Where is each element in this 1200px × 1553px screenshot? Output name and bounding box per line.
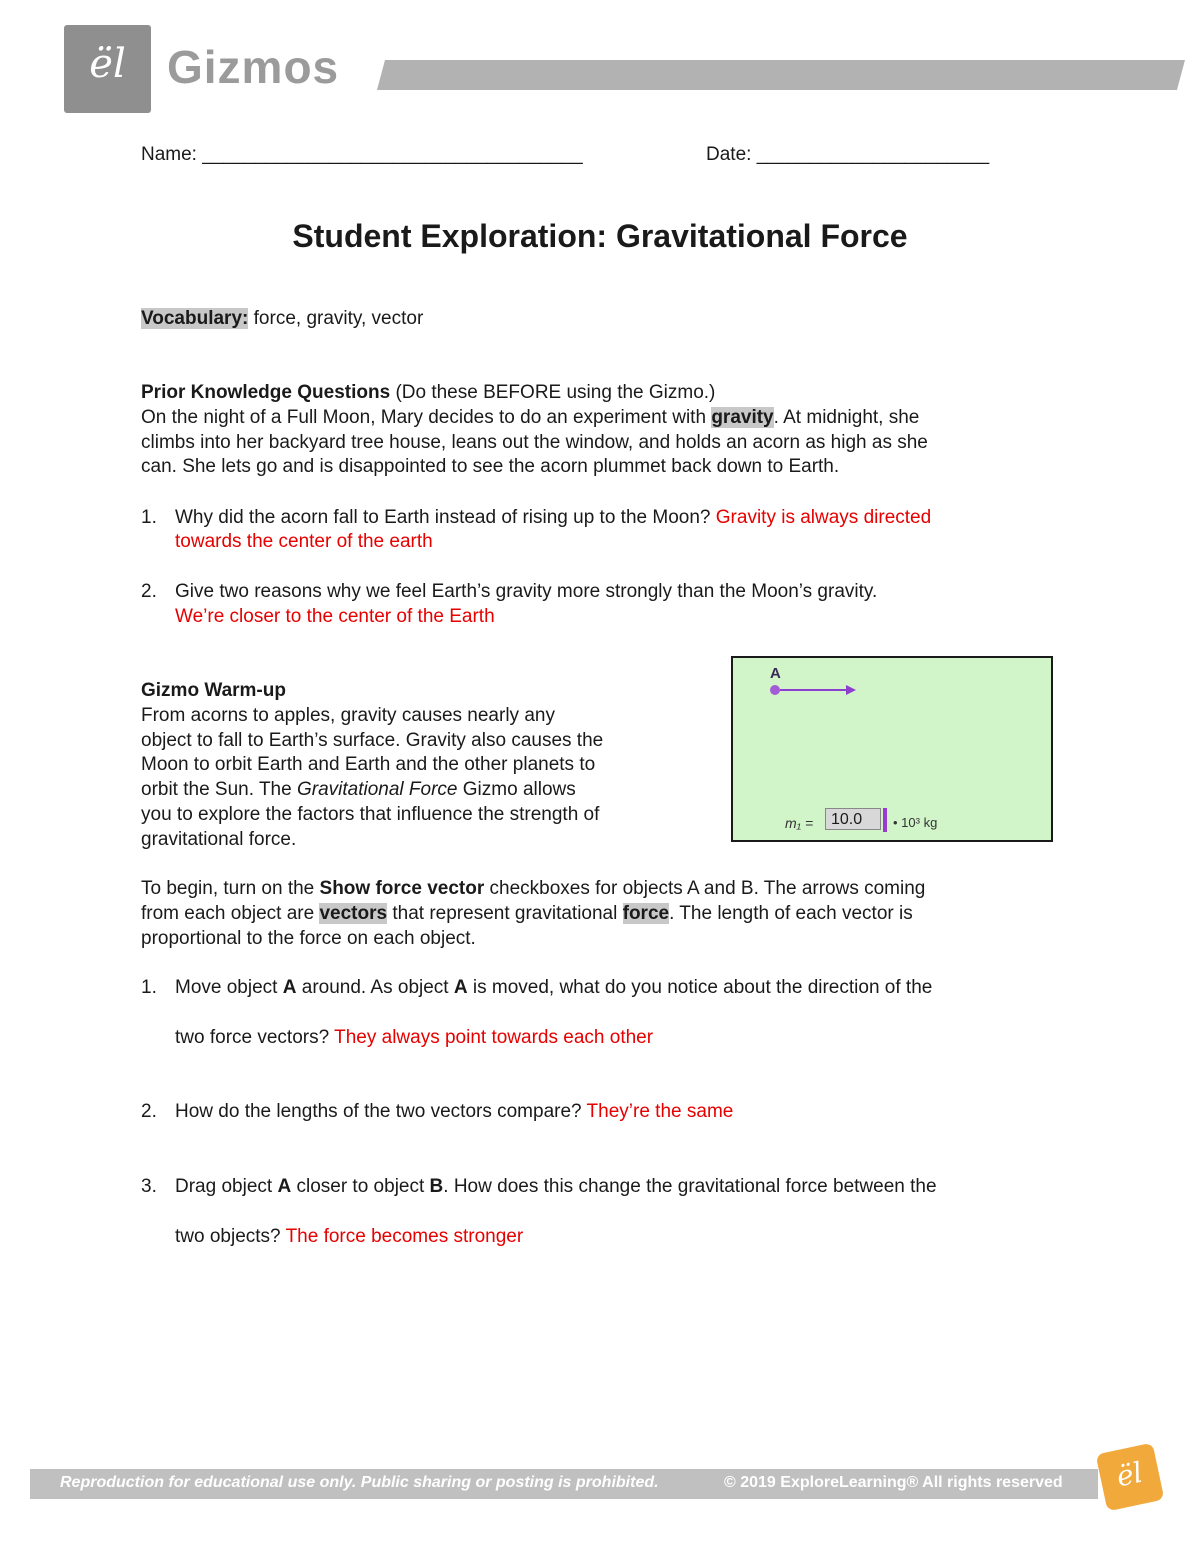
name-field: Name: ____________________________________ bbox=[141, 144, 583, 165]
intro-line: proportional to the force on each object. bbox=[141, 928, 476, 949]
object-a-label: A bbox=[770, 665, 781, 682]
prior-paragraph-line: can. She lets go and is disappointed to see the acorn plummet back down to Earth. bbox=[141, 456, 840, 477]
intro-line: To begin, turn on the Show force vector checkboxes for objects A and B. The arrows coming bbox=[141, 878, 926, 899]
answer-text: They always point towards each other bbox=[334, 1027, 654, 1048]
brand-name: Gizmos bbox=[167, 41, 340, 93]
answer-text: Gravity is always directed bbox=[715, 507, 932, 528]
warmup-question-3-cont: two objects? The force becomes stronger bbox=[175, 1226, 524, 1247]
gizmo-simulation-figure bbox=[731, 656, 1053, 842]
term-gravity: gravity bbox=[711, 407, 774, 428]
prior-question-2: 2. Give two reasons why we feel Earth’s gravity more strongly than the Moon’s gravity. bbox=[141, 581, 878, 602]
answer-text: We’re closer to the center of the Earth bbox=[175, 606, 495, 627]
footer-copyright: © 2019 ExploreLearning® All rights reserved bbox=[724, 1474, 1063, 1491]
force-vector-arrowhead bbox=[846, 685, 856, 695]
prior-paragraph-line: climbs into her backyard tree house, leans out the window, and holds an acorn as high as she bbox=[141, 432, 928, 453]
logo-glyph: ël bbox=[89, 41, 126, 87]
answer-text: The force becomes stronger bbox=[285, 1226, 524, 1247]
prior-heading: Prior Knowledge Questions (Do these BEFORE using the Gizmo.) bbox=[141, 382, 716, 403]
warmup-question-1: 1. Move object A around. As object A is moved, what do you notice about the direction of the bbox=[141, 977, 933, 998]
prior-paragraph-line: On the night of a Full Moon, Mary decides to do an experiment with gravity. At midnight, she bbox=[141, 407, 920, 428]
page-title: Student Exploration: Gravitational Force bbox=[292, 218, 908, 254]
warmup-question-1-cont: two force vectors? They always point towards each other bbox=[175, 1027, 654, 1048]
warmup-heading: Gizmo Warm-up bbox=[141, 680, 286, 701]
answer-text: They’re the same bbox=[586, 1101, 734, 1122]
intro-line: from each object are vectors that represent gravitational force. The length of each vector is bbox=[141, 903, 913, 924]
mass-slider-handle bbox=[883, 808, 887, 832]
vocabulary bbox=[141, 307, 423, 332]
warmup-line: object to fall to Earth’s surface. Gravity also causes the bbox=[141, 730, 604, 751]
warmup-question-2: 2. How do the lengths of the two vectors compare? They’re the same bbox=[141, 1101, 734, 1122]
footer-logo bbox=[1096, 1443, 1165, 1512]
term-force: force bbox=[622, 903, 670, 924]
vocabulary-terms: force, gravity, vector bbox=[253, 308, 424, 329]
warmup-line: From acorns to apples, gravity causes nearly any bbox=[141, 705, 555, 726]
warmup-line: Moon to orbit Earth and Earth and the other planets to bbox=[141, 754, 596, 775]
force-vector bbox=[780, 689, 847, 691]
footer-notice: Reproduction for educational use only. Public sharing or posting is prohibited. bbox=[60, 1474, 659, 1491]
mass-label: m₁ = bbox=[785, 815, 814, 831]
warmup-line: orbit the Sun. The Gravitational Force Gizmo allows bbox=[141, 779, 576, 800]
footer-logo-glyph: ël bbox=[1113, 1455, 1146, 1494]
date-field: Date: ______________________ bbox=[706, 144, 990, 165]
answer-text: towards the center of the earth bbox=[175, 531, 433, 552]
warmup-line: you to explore the factors that influence the strength of bbox=[141, 804, 600, 825]
warmup-question-3: 3. Drag object A closer to object B. How does this change the gravitational force between the bbox=[141, 1176, 937, 1197]
mass-input: 10.0 bbox=[825, 808, 881, 830]
vocabulary-label: Vocabulary: bbox=[141, 308, 249, 329]
header-bar bbox=[377, 60, 1185, 90]
mass-unit: • 10³ kg bbox=[893, 815, 938, 830]
prior-question-1: 1. Why did the acorn fall to Earth instead of rising up to the Moon? Gravity is always directed bbox=[141, 507, 932, 528]
term-vectors: vectors bbox=[319, 903, 388, 924]
warmup-line: gravitational force. bbox=[141, 829, 297, 850]
gizmos-logo bbox=[64, 25, 151, 113]
object-a bbox=[770, 685, 780, 695]
